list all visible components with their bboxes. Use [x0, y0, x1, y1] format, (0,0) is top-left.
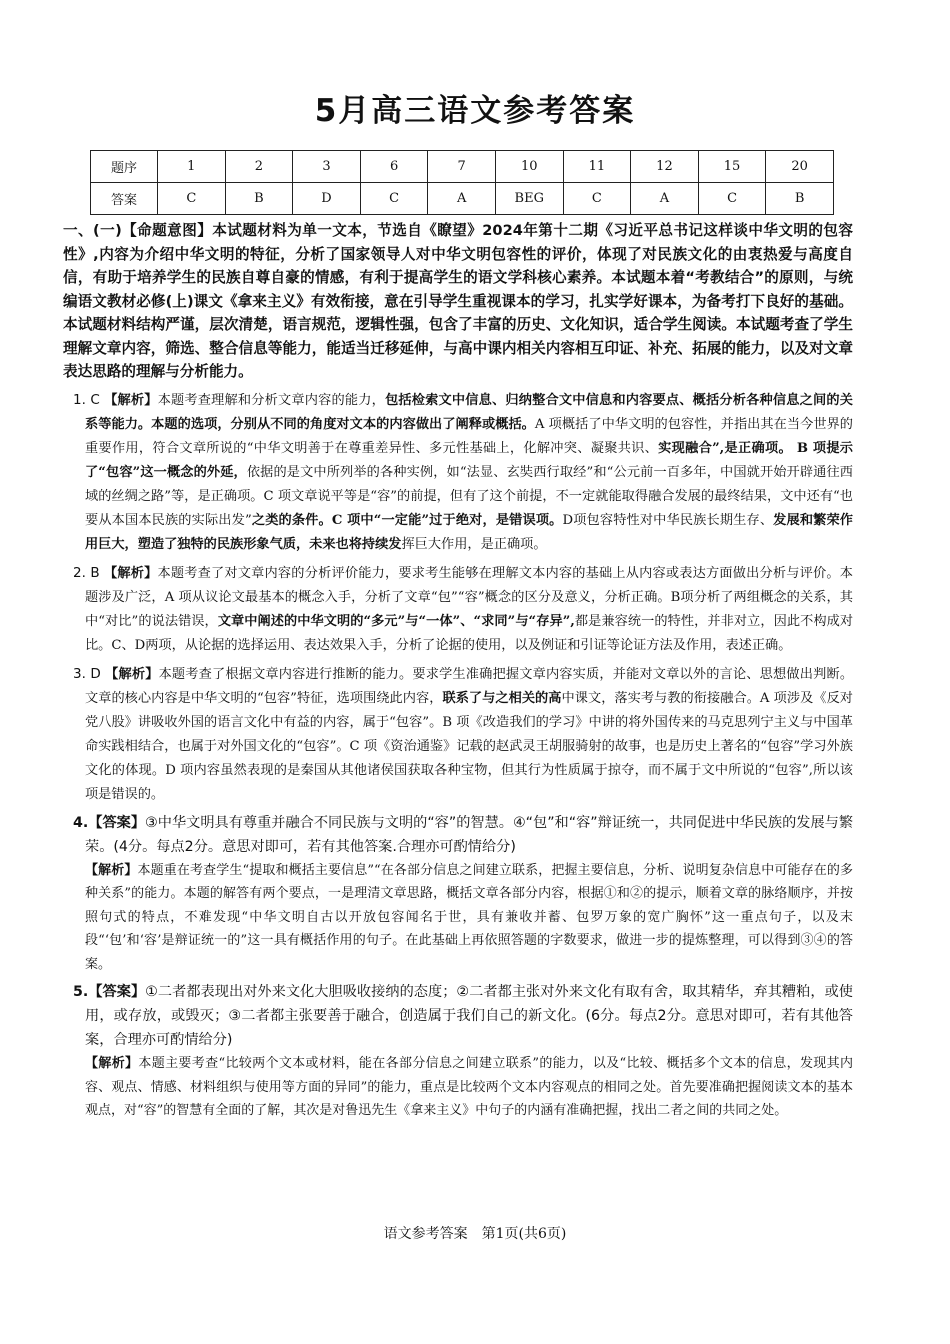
text-run: 挥巨大作用，是正确项。 — [401, 536, 547, 552]
table-cell: 20 — [766, 151, 834, 183]
answer-content — [63, 219, 853, 1127]
analysis-text: 本题重在考查学生“提取和概括主要信息”“在各部分信息之间建立联系，把握主要信息，分析、说明复杂信息中可能存在的多种关系”的能力。本题的解答有两个要点，一是理清文章思路，概括文章各部分内容，根据①和②的提示，顺着文章的脉络顺序，并按照句式的特点，不难发现“中华文明自古以开放包容闻名于世，具有兼收并蓄、包罗万象的宽广胸怀”这一重点句子，以及末段“‘包’和‘容’是辩证统一的”这一具有概括作用的句子。在此基础上再依照答题的字数要求，做进一步的提炼整理，可以得到③④的答案。 — [85, 862, 853, 972]
text-run: 中课文，落实考与教的衔接融合。A 项涉及《反对党八股》讲吸收外国的语言文化中有益的内容，属于“包容”。B 项《改造我们的学习》中讲的将外国传来的马克思列宁主义与中国革命实践相结合，也属于对外国文化的“包容”。C 项《资治通鉴》记载的赵武灵王胡服骑射的故事，也是历史上著名的“包容”学习外族文化的体现。D 项内容虽然表现的是秦国从其他诸侯国获取各种宝物，但其行为性质属于掠夺，而不属于文中所说的“包容”,所以该项是错误的。 — [85, 690, 853, 802]
table-cell: 11 — [563, 151, 631, 183]
table-cell: C — [360, 183, 428, 215]
table-cell: B — [225, 183, 293, 215]
table-cell: 2 — [225, 151, 293, 183]
analysis-label: 【解析】 — [85, 862, 138, 878]
question-4-answer — [63, 811, 853, 859]
text-run-emphasis: 之类的条件。C 项中“一定能”过于绝对，是错误项。 — [251, 512, 563, 528]
analysis-label: 【解析】 — [85, 1056, 139, 1071]
analysis-label: 【解析】 — [104, 392, 158, 408]
question-4-number: 4. — [73, 814, 89, 831]
intent-paragraph: 一、(一)【命题意图】本试题材料为单一文本，节选自《瞭望》2024年第十二期《习近平总书记这样谈中华文明的包容性》,内容为介绍中华文明的特征，分析了国家领导人对中华文明包容性的评价，体现了对民族文化的由衷热爱与高度自信，有助于培养学生的民族自尊自豪的情感，有利于提高学生的语文学科核心素养。本试题本着“考教结合”的原则，与统编语文教材必修(上)课文《拿来主义》有效衔接，意在引导学生重视课本的学习，扎实学好课本，为备考打下良好的基础。本试题材料结构严谨，层次清楚，语言规范，逻辑性强，包含了丰富的历史、文化知识，适合学生阅读。本试题考查了学生理解文章内容，筛选、整合信息等能力，能适当迁移延伸，与高中课内相关内容相互印证、补充、拓展的能力，以及对文章表达思路的理解与分析能力。 — [63, 222, 853, 380]
text-run: 都是兼容统一的特性，并非对立，因此不构成对比。C、D两项，从论据的选择运用、表达效果入手，分析了论据的使用，以及例证和引证等论证方法及作用，表述正确。 — [85, 613, 854, 653]
answer-row — [91, 183, 834, 215]
table-cell: D — [293, 183, 361, 215]
text-run-emphasis: 发展和繁荣作用巨大，塑造了独特的民族形象气质，未来也将持续发 — [85, 512, 853, 552]
table-cell: A — [428, 183, 496, 215]
answer-label: 【答案】 — [88, 984, 146, 1000]
table-cell: 7 — [428, 151, 496, 183]
text-run: D项包容特性对中华民族长期生存、 — [562, 512, 774, 528]
answer-text: ①二者都表现出对外来文化大胆吸收接纳的态度；②二者都主张对外来文化有取有舍，取其精华，弃其糟粕，或使用，或存放，或毁灭；③二者都主张要善于融合，创造属于我们自己的新文化。(6分。每点2分。意思对即可，若有其他答案，合理亦可酌情给分) — [85, 984, 853, 1048]
text-run: A 项概括了中华文明的包容性，并指出其在当今世界的重要作用，符合文章所说的“中华文明善于在尊重差异性、多元性基础上，化解冲突、凝聚共识、 — [85, 416, 853, 456]
page-title: 5月高三语文参考答案 — [314, 93, 636, 129]
answer-text: ③中华文明具有尊重并融合不同民族与文明的“容”的智慧。④“包”和“容”辩证统一，共同促进中华民族的发展与繁荣。(4分。每点2分。意思对即可，若有其他答案.合理亦可酌情给分) — [85, 814, 854, 855]
text-run-emphasis: 包括检索文中信息、归纳整合文中信息和内容要点、概括分析各种信息之间的关系等能力。本题的选项，分别从不同的角度对文本的内容做出了阐释或概括。 — [85, 392, 853, 432]
table-cell: 6 — [360, 151, 428, 183]
table-cell: 10 — [495, 151, 563, 183]
text-run: 本题考查了根据文章内容进行推断的能力。要求学生准确把握文章内容实质，并能对文章以外的言论、思想做出判断。文章的核心内容是中华文明的“包容”特征，选项围绕此内容， — [85, 666, 854, 706]
table-cell: A — [631, 183, 699, 215]
question-5-answer — [63, 980, 853, 1052]
table-cell: C — [563, 183, 631, 215]
analysis-text: 本题主要考查“比较两个文本或材料，能在各部分信息之间建立联系”的能力，以及“比较、概括多个文本的信息，发现其内容、观点、情感、材料组织与使用等方面的异同”的能力，重点是比较两个文本内容观点的相同之处。首先要准确把握阅读文本的基本观点，对“容”的智慧有全面的了解，其次是对鲁迅先生《拿来主义》中句子的内涵有准确把握，找出二者之间的共同之处。 — [85, 1056, 853, 1118]
question-3-number: 3. D — [73, 665, 101, 682]
table-cell: B — [766, 183, 834, 215]
table-cell: C — [698, 183, 766, 215]
question-5-analysis — [63, 1052, 853, 1123]
text-run-emphasis: 联系了与之相关的高 — [442, 690, 562, 706]
question-1-number: 1. C — [73, 391, 100, 408]
table-cell: 15 — [698, 151, 766, 183]
question-5-number: 5. — [73, 984, 89, 1000]
text-run: 本题考查了对文章内容的分析评价能力，要求考生能够在理解文本内容的基础上从内容或表达方面做出分析与评价。本题涉及广泛，A 项从议论文最基本的概念入手，分析了文章“包”“容”概念的区分及意义，分析正确。B项分析了两组概念的关系，其中“对比”的说法错误， — [85, 565, 853, 629]
table-cell: 1 — [158, 151, 226, 183]
text-run: 依据的是文中所列举的各种实例，如“法显、玄奘西行取经”和“公元前一百多年，中国就开始开辟通往西域的丝绸之路”等，是正确项。C 项文章说平等是“容”的前提，但有了这个前提，不一定就能取得融合发展的最终结果，文中还有“也要从本国本民族的实际出发” — [85, 464, 853, 528]
answer-label: 【答案】 — [88, 814, 146, 831]
table-cell: C — [158, 183, 226, 215]
question-4-analysis — [63, 859, 853, 977]
analysis-label: 【解析】 — [104, 565, 158, 581]
analysis-label: 【解析】 — [105, 666, 159, 682]
page-footer: 语文参考答案 第1页(共6页) — [383, 1226, 567, 1242]
question-number-row — [91, 151, 834, 183]
text-run-emphasis: 实现融合”,是正确项。 B 项提示了“包容”这一概念的外延， — [85, 440, 853, 480]
table-cell: 3 — [293, 151, 361, 183]
question-3-explanation — [63, 662, 853, 807]
question-2-explanation — [63, 561, 853, 658]
table-cell: BEG — [495, 183, 563, 215]
question-2-number: 2. B — [73, 564, 100, 581]
text-run-emphasis: 文章中阐述的中华文明的“多元”与“一体”、“求同”与“存异”, — [217, 613, 575, 629]
table-cell: 12 — [631, 151, 699, 183]
answer-table — [90, 150, 834, 215]
question-1-explanation — [63, 388, 853, 557]
row-header-answer: 答案 — [91, 183, 158, 215]
row-header-question-number: 题序 — [91, 151, 158, 183]
text-run: 本题考查理解和分析文章内容的能力， — [157, 392, 386, 408]
